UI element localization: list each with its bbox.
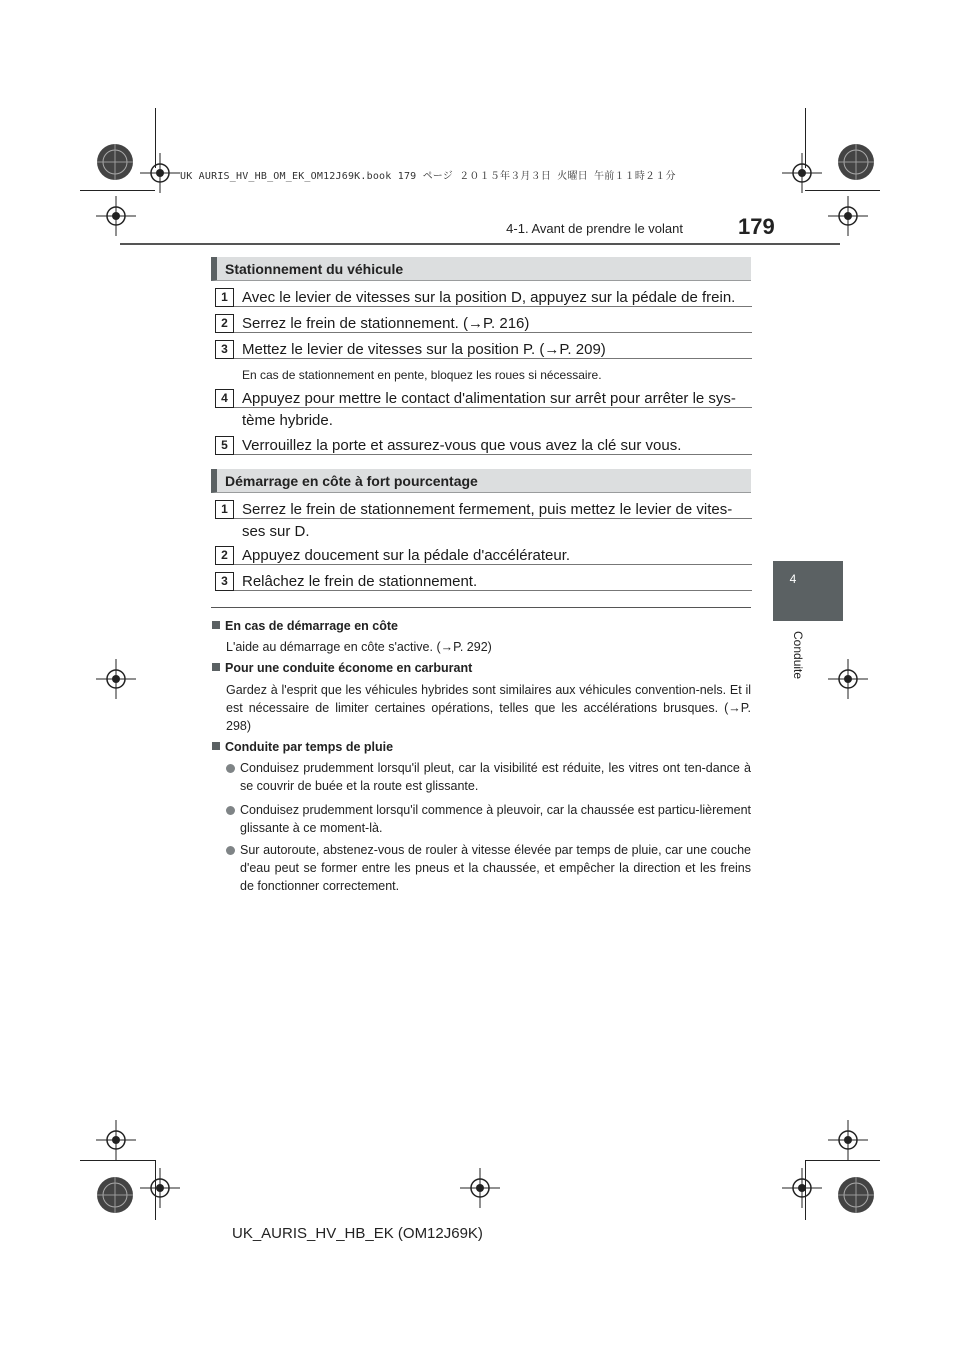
- crosshair-mark-icon: [140, 1168, 180, 1208]
- section-banner-title: Stationnement du véhicule: [225, 261, 404, 277]
- step-number: 5: [215, 436, 234, 455]
- step-text: Serrez le frein de stationnement. (→P. 216): [242, 315, 530, 332]
- step-text: Appuyez pour mettre le contact d'alimentation sur arrêt pour arrêter le sys-tème hybride.: [242, 390, 736, 429]
- info-heading: [212, 740, 393, 754]
- crosshair-mark-icon: [96, 196, 136, 236]
- registration-mark-icon: [836, 1175, 876, 1215]
- chapter-tab-number: 4: [789, 572, 797, 586]
- step-text: Mettez le levier de vitesses sur la position P. (→P. 209): [242, 341, 606, 358]
- document-code: UK_AURIS_HV_HB_EK (OM12J69K): [232, 1225, 483, 1242]
- crop-line: [805, 108, 806, 168]
- step-number: 2: [215, 546, 234, 565]
- crop-line: [80, 190, 155, 191]
- crosshair-mark-icon: [782, 153, 822, 193]
- step-text: Avec le levier de vitesses sur la position D, appuyez sur la pédale de frein.: [242, 289, 736, 306]
- bullet-text: Conduisez prudemment lorsqu'il commence à pleuvoir, car la chaussée est particu-lièrement glissante à ce moment-là.: [240, 803, 751, 835]
- crop-line: [80, 1160, 155, 1161]
- step-number: 1: [215, 500, 234, 519]
- section-banner-hill-start: [211, 469, 751, 493]
- square-bullet-icon: [212, 621, 220, 629]
- square-bullet-icon: [212, 742, 220, 750]
- section-banner-title: Démarrage en côte à fort pourcentage: [225, 473, 478, 489]
- bullet-text: Sur autoroute, abstenez-vous de rouler à vitesse élevée par temps de pluie, car une couche d'eau peut se former entre les pneus et la chaussée, et empêcher la direction et les freins de fonctionner correctement.: [240, 843, 751, 893]
- round-bullet-icon: [226, 846, 235, 855]
- step-number: 2: [215, 314, 234, 333]
- crosshair-mark-icon: [96, 659, 136, 699]
- info-heading-text: En cas de démarrage en côte: [225, 619, 398, 633]
- info-text: L'aide au démarrage en côte s'active. (→P. 292): [226, 640, 492, 654]
- crosshair-mark-icon: [782, 1168, 822, 1208]
- registration-mark-icon: [95, 1175, 135, 1215]
- step-text: Serrez le frein de stationnement fermement, puis mettez le levier de vites-ses sur D.: [242, 501, 733, 540]
- section-divider: [211, 607, 751, 608]
- crosshair-mark-icon: [828, 659, 868, 699]
- crosshair-mark-icon: [140, 153, 180, 193]
- section-banner-parking: [211, 257, 751, 281]
- info-heading: [212, 619, 398, 633]
- step-text: Relâchez le frein de stationnement.: [242, 573, 478, 590]
- chapter-tab-label: Conduite: [791, 631, 805, 680]
- round-bullet-icon: [226, 764, 235, 773]
- crosshair-mark-icon: [96, 1120, 136, 1160]
- crop-line: [155, 108, 156, 168]
- round-bullet-icon: [226, 806, 235, 815]
- step-number: 1: [215, 288, 234, 307]
- crosshair-mark-icon: [828, 196, 868, 236]
- crop-line: [805, 190, 880, 191]
- info-heading-text: Pour une conduite économe en carburant: [225, 661, 473, 675]
- step-text: Appuyez doucement sur la pédale d'accélérateur.: [242, 547, 571, 564]
- header-rule: [120, 243, 840, 245]
- registration-mark-icon: [95, 142, 135, 182]
- bullet-text: Conduisez prudemment lorsqu'il pleut, car la visibilité est réduite, les vitres ont ten-dance à se couvrir de buée et la route est glissante.: [240, 761, 751, 793]
- step-number: 4: [215, 389, 234, 408]
- step-number: 3: [215, 340, 234, 359]
- square-bullet-icon: [212, 663, 220, 671]
- info-text: Gardez à l'esprit que les véhicules hybrides sont similaires aux véhicules convention-nels. Et il est nécessaire de limiter certaines opérations, telles que les accélérations brusques. (→P. 298): [226, 683, 751, 733]
- page-number: 179: [738, 214, 775, 239]
- step-text: Verrouillez la porte et assurez-vous que vous avez la clé sur vous.: [242, 437, 682, 454]
- info-heading-text: Conduite par temps de pluie: [225, 740, 394, 754]
- crosshair-mark-icon: [828, 1120, 868, 1160]
- section-header: 4-1. Avant de prendre le volant: [506, 221, 683, 236]
- step-number: 3: [215, 572, 234, 591]
- crosshair-mark-icon: [460, 1168, 500, 1208]
- info-heading: [212, 661, 472, 675]
- print-job-line: UK AURIS_HV_HB_OM_EK_OM12J69K.book 179 ページ ２０１５年３月３日 火曜日 午前１１時２１分: [180, 171, 676, 182]
- crop-line: [805, 1160, 880, 1161]
- registration-mark-icon: [836, 142, 876, 182]
- crop-line: [155, 1160, 156, 1220]
- crop-line: [805, 1160, 806, 1220]
- chapter-tab[interactable]: [773, 561, 843, 621]
- step-note: En cas de stationnement en pente, bloquez les roues si nécessaire.: [242, 368, 602, 382]
